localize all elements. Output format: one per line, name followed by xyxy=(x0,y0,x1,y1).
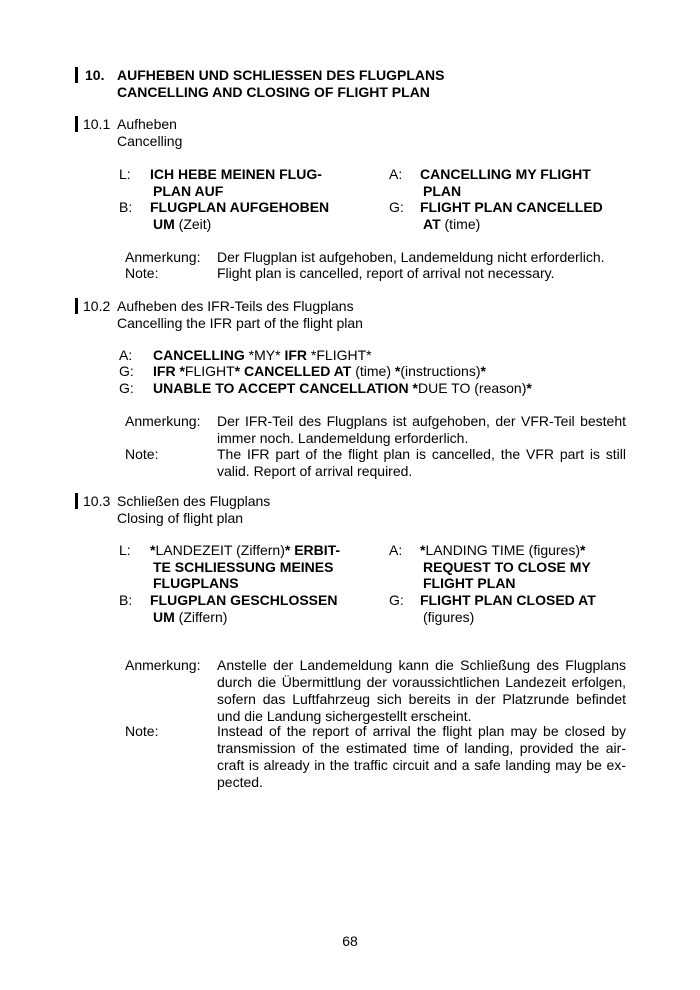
section-number: 10. xyxy=(85,67,105,83)
note-text: The IFR part of the flight plan is cancelled, the VFR part is still valid. Report of arrival required. xyxy=(217,446,626,479)
phrase-text xyxy=(153,216,211,233)
phrase-prefix: G: xyxy=(389,592,404,608)
phrase-prefix: A: xyxy=(389,166,403,182)
phrase-text xyxy=(153,347,372,364)
note-label: Anmerkung: xyxy=(125,657,201,673)
phrase-text xyxy=(153,363,486,380)
phrase-keyword: UM xyxy=(153,609,175,625)
subsection-number: 10.3 xyxy=(83,493,111,509)
note-text: Der IFR-Teil des Flugplans ist aufgehoben, der VFR-Teil besteht immer noch. Landemeldung erforderlich. xyxy=(217,413,626,446)
phrase-prefix: G: xyxy=(119,380,134,396)
subsection-number: 10.1 xyxy=(83,116,111,132)
phrase-text: FLUGPLAN AUFGEHOBEN xyxy=(150,199,330,215)
phrase-text: PLAN xyxy=(423,183,462,199)
subsection-title-de: Schließen des Flugplans xyxy=(117,493,271,509)
phrase-text: PLAN AUF xyxy=(153,183,224,199)
phrase-keyword: IFR xyxy=(284,347,308,363)
phrase-param: (figures) xyxy=(423,609,475,625)
phrase-keyword: * CANCELLED AT xyxy=(234,363,352,379)
phrase-param: (instructions) xyxy=(400,363,481,379)
phrase-param: (Ziffern) xyxy=(174,609,228,625)
section-title-en: CANCELLING AND CLOSING OF FLIGHT PLAN xyxy=(117,84,430,100)
note-label: Note: xyxy=(125,446,159,462)
note-label: Note: xyxy=(125,723,159,739)
phrase-keyword: IFR * xyxy=(153,363,185,379)
phrase-text: CANCELLING MY FLIGHT xyxy=(420,166,591,182)
phrase-prefix: B: xyxy=(119,592,133,608)
subsection-title-en: Closing of flight plan xyxy=(117,510,244,526)
note-text: Anstelle der Landemeldung kann die Schließung des Flugplans durch die Übermittlung der voraussichtlichen Landezeit erfolgen, sofern das Luftfahrzeug sich bereits in der Platzrunde befindet und die Landung sichergestellt erscheint. xyxy=(217,657,626,724)
phrase-prefix: A: xyxy=(389,542,403,558)
phrase-optional: *MY* xyxy=(244,347,285,363)
phrase-keyword: UNABLE TO ACCEPT CANCELLATION * xyxy=(153,380,418,396)
phrase-keyword: * xyxy=(526,380,532,396)
phrase-text xyxy=(153,609,227,626)
page-number: 68 xyxy=(342,933,358,949)
phrase-text: REQUEST TO CLOSE MY xyxy=(423,559,591,575)
phrase-keyword: CANCELLING xyxy=(153,347,245,363)
phrase-text xyxy=(423,216,480,233)
phrase-param: (Zeit) xyxy=(174,216,212,232)
phrase-prefix: B: xyxy=(119,199,133,215)
phrase-keyword: * xyxy=(480,363,486,379)
phrase-keyword: * xyxy=(150,542,156,558)
phrase-keyword: * xyxy=(394,363,401,379)
phrase-optional: LANDING TIME (figures) xyxy=(425,542,580,558)
phrase-text: FLUGPLANS xyxy=(153,575,239,591)
subsection-title-de: Aufheben des IFR-Teils des Flugplans xyxy=(117,298,354,314)
change-bar xyxy=(75,116,78,132)
phrase-optional: *FLIGHT* xyxy=(307,347,372,363)
phrase-keyword: * xyxy=(580,542,586,558)
subsection-title-de: Aufheben xyxy=(117,116,177,132)
phrase-text: TE SCHLIESSUNG MEINES xyxy=(153,559,334,575)
subsection-title-en: Cancelling xyxy=(117,133,183,149)
phrase-text: FLUGPLAN GESCHLOSSEN xyxy=(150,592,338,608)
phrase-text: ICH HEBE MEINEN FLUG- xyxy=(150,166,322,182)
phrase-prefix: G: xyxy=(389,199,404,215)
phrase-prefix: A: xyxy=(119,347,133,363)
phrase-prefix: L: xyxy=(119,542,131,558)
phrase-keyword: UM xyxy=(153,216,175,232)
phrase-optional: FLIGHT xyxy=(184,363,235,379)
phrase-text xyxy=(420,542,585,559)
note-label: Anmerkung: xyxy=(125,413,201,429)
phrase-prefix: L: xyxy=(119,166,131,182)
phrase-text xyxy=(153,380,532,397)
section-title-de: AUFHEBEN UND SCHLIESSEN DES FLUGPLANS xyxy=(117,67,445,83)
phrase-param: (time) xyxy=(351,363,395,379)
phrase-keyword: * ERBIT- xyxy=(284,542,341,558)
note-text: Der Flugplan ist aufgehoben, Landemeldung nicht erforderlich. xyxy=(217,249,605,265)
phrase-param: (time) xyxy=(440,216,481,232)
note-text: Flight plan is cancelled, report of arrival not necessary. xyxy=(217,265,555,281)
change-bar xyxy=(75,67,78,83)
phrase-keyword: * xyxy=(420,542,426,558)
note-label: Note: xyxy=(125,265,159,281)
phrase-text xyxy=(150,542,340,559)
phrase-prefix: G: xyxy=(119,363,134,379)
phrase-text: FLIGHT PLAN xyxy=(423,575,516,591)
phrase-optional: LANDEZEIT (Ziffern) xyxy=(155,542,285,558)
phrase-keyword: AT xyxy=(423,216,441,232)
subsection-number: 10.2 xyxy=(83,298,111,314)
note-label: Anmerkung: xyxy=(125,249,201,265)
subsection-title-en: Cancelling the IFR part of the flight plan xyxy=(117,315,363,331)
change-bar xyxy=(75,493,78,509)
phrase-text: FLIGHT PLAN CLOSED AT xyxy=(420,592,596,608)
note-text: Instead of the report of arrival the flight plan may be closed by transmission of the estimated time of landing, provided the air-craft is already in the traffic circuit and a safe landing may be ex-pected. xyxy=(217,723,626,790)
phrase-optional: DUE TO (reason) xyxy=(417,380,527,396)
change-bar xyxy=(75,298,78,314)
phrase-text: FLIGHT PLAN CANCELLED xyxy=(420,199,603,215)
